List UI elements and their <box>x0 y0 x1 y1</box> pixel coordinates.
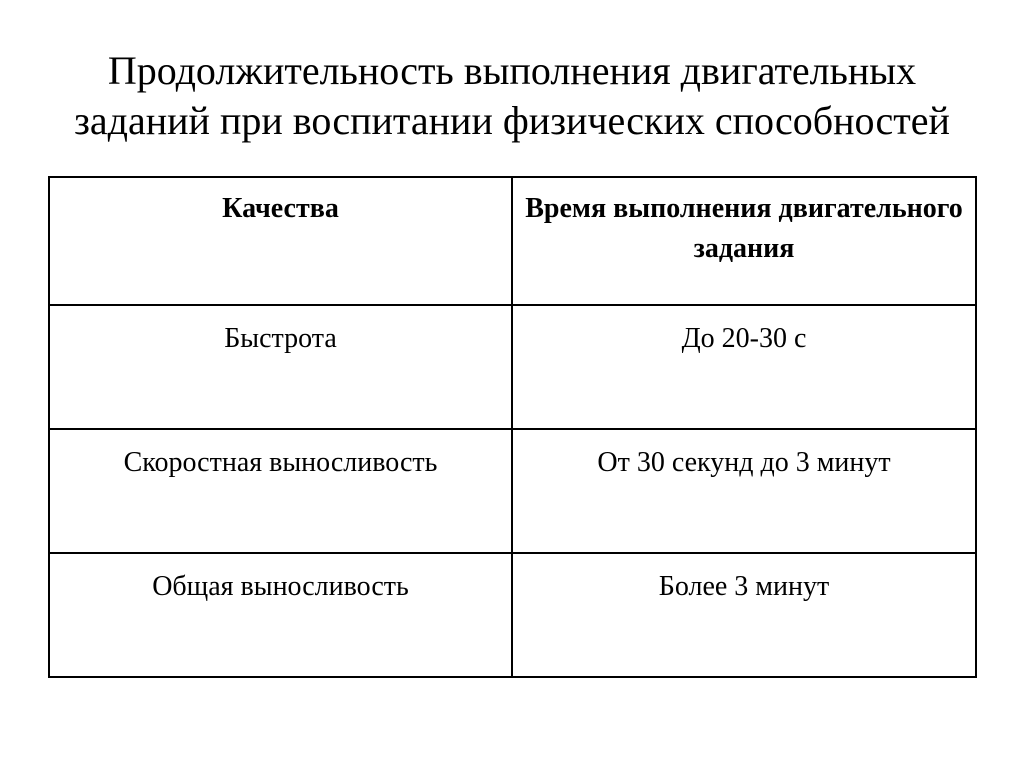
title-line-1: Продолжительность выполнения двигательных <box>107 48 917 93</box>
table-row <box>49 429 976 553</box>
table-row <box>49 305 976 429</box>
column-header-qualities: Качества <box>49 177 512 305</box>
table-cell-quality: Скоростная выносливость <box>49 429 512 553</box>
table-cell-time: Более 3 минут <box>512 553 976 677</box>
table-header-row <box>49 177 976 305</box>
table-cell-quality: Общая выносливость <box>49 553 512 677</box>
column-header-time: Время выполнения двигательного задания <box>512 177 976 305</box>
title-line-2: заданий при воспитании физических способностей <box>74 98 950 143</box>
table-cell-time: До 20-30 с <box>512 305 976 429</box>
table-row <box>49 553 976 677</box>
table-cell-quality: Быстрота <box>49 305 512 429</box>
page-title <box>40 46 984 146</box>
data-table <box>48 176 977 678</box>
table-cell-time: От 30 секунд до 3 минут <box>512 429 976 553</box>
